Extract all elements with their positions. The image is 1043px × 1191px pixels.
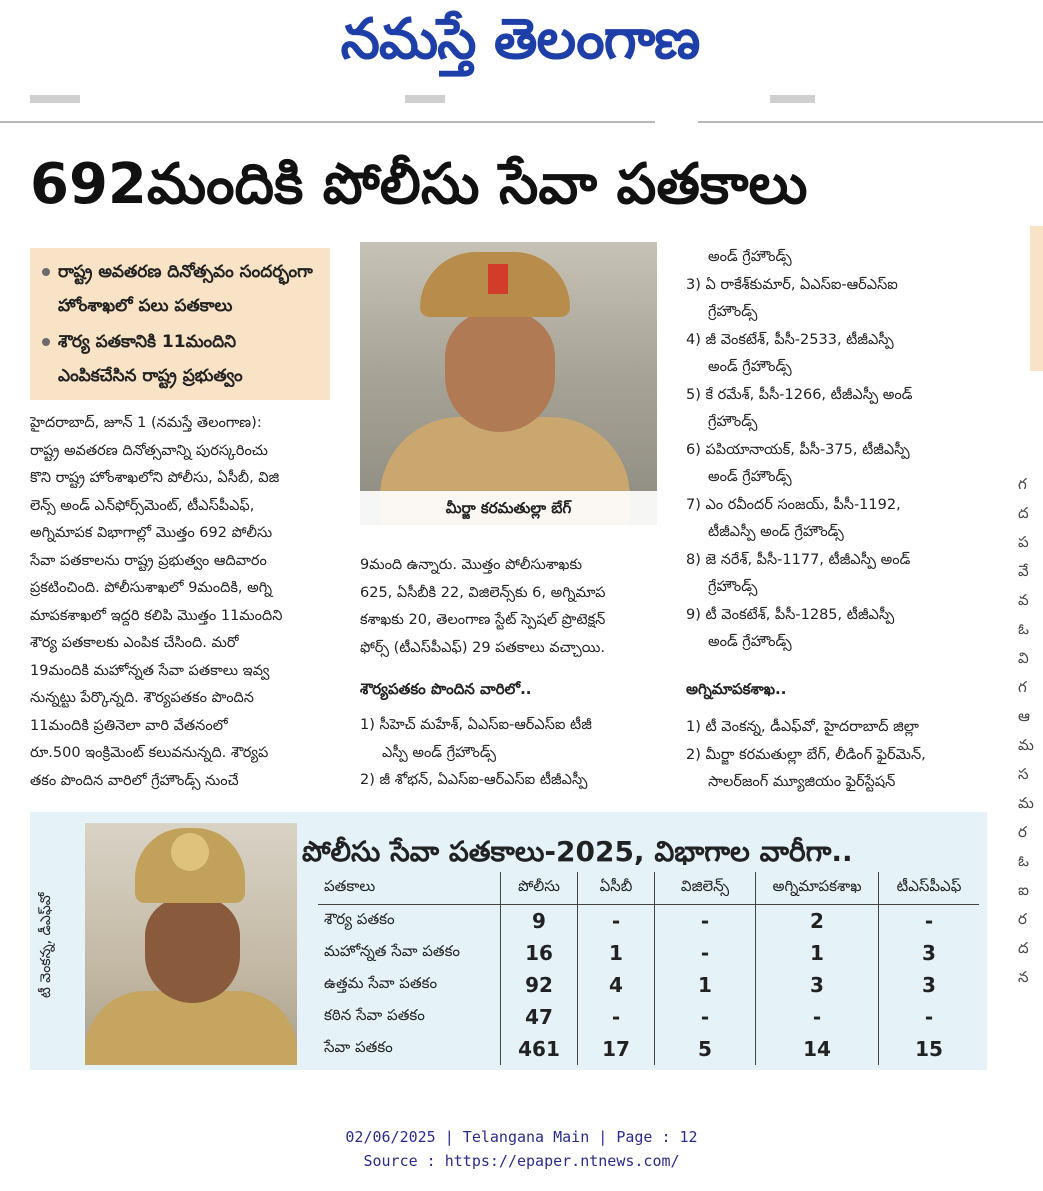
table-cell: 3 [756, 969, 879, 1001]
body-line: తకం పొందిన వారిలో గ్రేహౌండ్స్ నుంచే [30, 772, 239, 789]
table-cell: 4 [578, 969, 655, 1001]
table-cell: - [655, 905, 756, 938]
edge-glyph: వ [1018, 591, 1029, 609]
table-cell: - [924, 1005, 934, 1029]
list-item: 4) జీ వెంకటేశ్, పీసీ-2533, టీజీఎస్పీ [686, 331, 894, 348]
gallantry-list [360, 712, 660, 795]
edge-glyph: స [1018, 765, 1029, 783]
edge-glyph: మ [1018, 736, 1034, 754]
edge-glyph: ర [1018, 823, 1027, 841]
table-cell: 1 [756, 937, 879, 969]
edge-glyph: ప [1018, 533, 1029, 551]
table-cell: 461 [501, 1033, 578, 1065]
table-cell: 3 [922, 941, 936, 965]
table-cell: శౌర్య పతకం [318, 905, 501, 938]
list-item: 6) పపియానాయక్, పీసీ-375, టీజీఎస్పీ [686, 441, 910, 458]
fire-dept-subheading: అగ్నిమాపకశాఖ.. [686, 680, 787, 698]
table-cell: 9 [501, 905, 578, 938]
body-line: 9మంది ఉన్నారు. మొత్తం పోలీసుశాఖకు [360, 557, 583, 573]
body-line: కశాఖకు 20, తెలంగాణ స్టేట్ స్పెషల్ ప్రొటెక్షన్ [360, 612, 606, 628]
table-cell: - [578, 1001, 655, 1033]
list-item-cont: గ్రేహౌండ్స్ [708, 414, 758, 430]
edge-glyph: వి [1018, 649, 1029, 667]
edge-glyph: ద [1018, 939, 1029, 957]
list-item: 7) ఎం రవీందర్ సంజయ్, పీసీ-1192, [686, 496, 901, 513]
table-cell: ఉత్తమ సేవా పతకం [318, 969, 501, 1001]
table-cell: - [655, 1001, 756, 1033]
body-line: సేవా పతకాలను రాష్ట్ర ప్రభుత్వం ఆదివారం [30, 552, 267, 569]
edge-glyph: గ [1018, 475, 1027, 493]
article-headline: 692మందికి పోలీసు సేవా పతకాలు [30, 152, 808, 217]
body-line: రాష్ట్ర అవతరణ దినోత్సవాన్ని పురస్కరించు [30, 442, 268, 459]
list-item: 5) కే రమేశ్, పీసీ-1266, టీజీఎస్పీ అండ్ [686, 386, 913, 403]
body-line: హైదరాబాద్, జూన్ 1 (నమస్తే తెలంగాణ): [30, 415, 262, 431]
table-row [318, 905, 979, 938]
table-cell: 5 [655, 1033, 756, 1065]
article-column-2 [360, 552, 660, 662]
table-cell: 47 [501, 1001, 578, 1033]
list-item-cont: గ్రేహౌండ్స్ [708, 579, 758, 595]
body-line: ఫోర్స్ (టీఎస్‌పీఎఫ్) 29 పతకాలు వచ్చాయి. [360, 639, 605, 656]
body-line: నున్నట్టు పేర్కొన్నది. శౌర్యపతకం పొందిన [30, 690, 254, 706]
list-item-cont: టీజీఎస్పీ అండ్ గ్రేహౌండ్స్ [708, 524, 844, 540]
highlight-box [30, 248, 330, 400]
edge-glyph: వే [1018, 562, 1029, 580]
column-header: పతకాలు [318, 872, 501, 905]
gallantry-subheading: శౌర్యపతకం పొందిన వారిలో.. [360, 680, 532, 698]
highlight-item-cont: హోంశాఖలో పలు పతకాలు [58, 296, 233, 316]
highlight-item: రాష్ట్ర అవతరణ దినోత్సవం సందర్భంగా [42, 256, 322, 288]
table-row [318, 1033, 979, 1065]
edge-glyph: మ [1018, 794, 1034, 812]
vertical-photo-caption: టీ వెంకన్న, డీఎఫ్‌వో [38, 892, 54, 998]
highlight-item-cont: ఎంపికచేసిన రాష్ట్ర ప్రభుత్వం [58, 366, 243, 386]
article-column-1 [30, 410, 335, 795]
table-cell: 1 [578, 937, 655, 969]
table-cell: 2 [756, 905, 879, 938]
body-line: 11మందికి ప్రతినెలా వారి వేతనంలో [30, 717, 228, 734]
table-cell: 3 [922, 973, 936, 997]
column-header: విజిలెన్స్ [655, 872, 756, 905]
medals-table [318, 872, 979, 1065]
neighbor-article-box-edge [1030, 226, 1043, 371]
list-item-cont: అండ్ గ్రేహౌండ్స్ [708, 249, 792, 265]
table-cell: మహోన్నత సేవా పతకం [318, 937, 501, 969]
faint-text-fragment [30, 95, 80, 103]
edge-glyph: ద [1018, 504, 1029, 522]
list-item: 3) ఏ రాకేశ్‌కుమార్, ఏఎస్‌ఐ-ఆర్‌ఎస్‌ఐ [686, 276, 898, 293]
column-header: అగ్నిమాపకశాఖ [756, 872, 879, 905]
footer-source-line: Source : https://epaper.ntnews.com/ [363, 1152, 680, 1170]
column-header: పోలీసు [501, 872, 578, 905]
table-header-row [318, 872, 979, 905]
face-shape [445, 312, 555, 432]
header-divider-left [0, 121, 655, 123]
edge-glyph: ఓ [1018, 620, 1029, 638]
masthead [0, 0, 1043, 95]
list-item: 2) మీర్జా కరమతుల్లా బేగ్, లీడింగ్ ఫైర్‌మెన్, [686, 746, 926, 763]
table-cell: - [578, 905, 655, 938]
list-item: 1) టీ వెంకన్న, డీఎఫ్‌వో, హైదరాబాద్ జిల్లా [686, 719, 919, 735]
table-cell: 16 [501, 937, 578, 969]
faint-text-fragment [405, 95, 445, 103]
faint-text-fragment [770, 95, 815, 103]
list-item-cont: అండ్ గ్రేహౌండ్స్ [708, 359, 792, 375]
footer-edition-line: 02/06/2025 | Telangana Main | Page : 12 [345, 1128, 698, 1146]
list-item: 8) జె నరేశ్, పీసీ-1177, టీజీఎస్పీ అండ్ [686, 551, 911, 568]
list-item: 1) సీహెచ్ మహేశ్, ఏఎస్‌ఐ-ఆర్‌ఎస్‌ఐ టీజీ [360, 717, 592, 733]
newspaper-logo: నమస్తే తెలంగాణ [340, 7, 700, 72]
edge-glyph: ఆ [1018, 707, 1030, 725]
header-divider-right [698, 121, 1043, 123]
table-row [318, 937, 979, 969]
list-item-cont: అండ్ గ్రేహౌండ్స్ [708, 469, 792, 485]
list-item-cont: గ్రేహౌండ్స్ [708, 304, 758, 320]
table-cell: సేవా పతకం [318, 1033, 501, 1065]
body-line: 19మందికి మహోన్నత సేవా పతకాలు ఇవ్వ [30, 662, 270, 679]
table-cell: - [655, 937, 756, 969]
edge-glyph: ర [1018, 910, 1027, 928]
table-cell: 14 [756, 1033, 879, 1065]
neighbor-article-edge-text [1018, 470, 1043, 992]
fire-dept-list [686, 714, 1006, 797]
table-cell: 92 [501, 969, 578, 1001]
table-cell: - [924, 909, 934, 933]
column-header: టీఎస్‌పీఎఫ్ [879, 872, 980, 905]
body-line: శౌర్య పతకాలకు ఎంపిక చేసింది. మరో [30, 635, 239, 651]
table-row [318, 969, 979, 1001]
body-line: ప్రకటించింది. పోలీసుశాఖలో 9మందికి, అగ్ని [30, 580, 273, 596]
body-line: లెన్స్ అండ్ ఎన్‌ఫోర్స్‌మెంట్, టీఎస్‌పీఎఫ్, [30, 497, 255, 514]
table-cell: కఠిన సేవా పతకం [318, 1001, 501, 1033]
portrait-photo-mirza [360, 242, 657, 525]
cap-badge-icon [488, 264, 508, 294]
article-column-3 [686, 244, 1006, 657]
table-cell: 15 [915, 1037, 943, 1061]
bullet-icon [42, 338, 50, 346]
list-item-cont: ఎస్పీ అండ్ గ్రేహౌండ్స్ [382, 744, 497, 761]
table-cell: - [756, 1001, 879, 1033]
body-line: రూ.500 ఇంక్రిమెంట్ కలువనున్నది. శౌర్యప [30, 745, 269, 761]
table-row [318, 1001, 979, 1033]
table-cell: 17 [578, 1033, 655, 1065]
edge-glyph: న [1018, 968, 1029, 986]
cap-emblem-icon [171, 833, 209, 871]
column-header: ఏసీబీ [578, 872, 655, 905]
edge-glyph: గ [1018, 678, 1027, 696]
body-line: 625, ఏసీబీకి 22, విజిలెన్స్‌కు 6, అగ్నిమాప [360, 584, 606, 601]
table-cell: 1 [655, 969, 756, 1001]
photo-caption: మీర్జా కరమతుల్లా బేగ్ [360, 491, 657, 525]
body-line: మాపకశాఖలో ఇద్దరి కలిపి మొత్తం 11మందిని [30, 607, 283, 624]
highlight-item: శౌర్య పతకానికి 11మందిని [42, 326, 322, 358]
bullet-icon [42, 268, 50, 276]
list-item-cont: సాలర్‌జంగ్ మ్యూజియం ఫైర్‌స్టేషన్ [708, 774, 896, 790]
list-item: 2) జీ శోభన్, ఏఎస్‌ఐ-ఆర్‌ఎస్‌ఐ టీజీఎస్పీ [360, 772, 588, 788]
table-title: పోలీసు సేవా పతకాలు-2025, విభాగాల వారీగా.. [302, 835, 853, 868]
face-shape [145, 898, 240, 1003]
portrait-photo-venkanna [85, 823, 297, 1065]
body-line: అగ్నిమాపక విభాగాల్లో మొత్తం 692 పోలీసు [30, 525, 273, 541]
edge-glyph: ఐ [1018, 881, 1029, 899]
list-item: 9) టీ వెంకటేశ్, పీసీ-1285, టీజీఎస్పీ [686, 606, 895, 623]
body-line: కొని రాష్ట్ర హోంశాఖలోని పోలీసు, ఏసీబీ, విజి [30, 470, 280, 486]
edge-glyph: ఓ [1018, 852, 1029, 870]
list-item-cont: అండ్ గ్రేహౌండ్స్ [708, 634, 792, 650]
